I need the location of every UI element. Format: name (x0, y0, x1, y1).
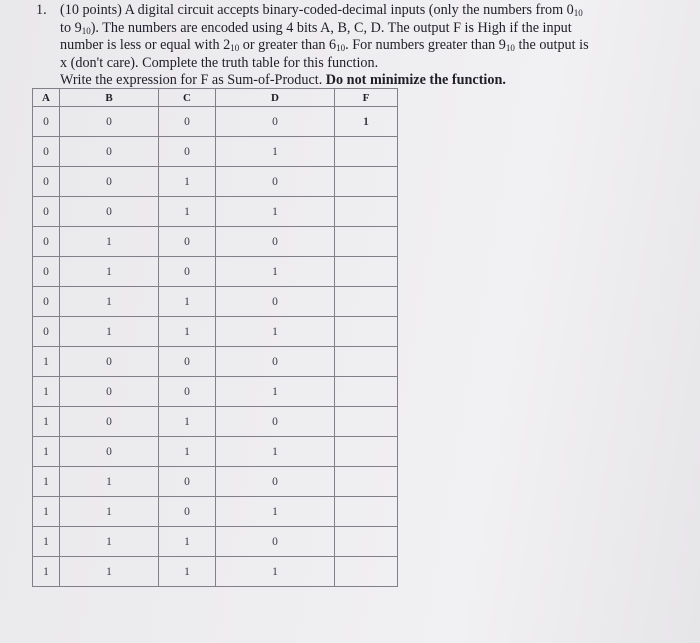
cell-c: 0 (159, 497, 216, 527)
header-b: B (60, 89, 159, 107)
truth-table-row (33, 347, 398, 377)
cell-f[interactable] (335, 137, 398, 167)
cell-c: 1 (159, 197, 216, 227)
truth-table-row (33, 227, 398, 257)
truth-table-row (33, 407, 398, 437)
question-number: 1. (36, 2, 47, 18)
truth-table-header-row (33, 89, 398, 107)
cell-d: 0 (216, 467, 335, 497)
cell-d: 0 (216, 227, 335, 257)
cell-c: 1 (159, 317, 216, 347)
cell-f[interactable] (335, 437, 398, 467)
cell-a: 0 (33, 197, 60, 227)
cell-d: 0 (216, 287, 335, 317)
cell-a: 0 (33, 257, 60, 287)
cell-c: 0 (159, 347, 216, 377)
cell-f[interactable] (335, 257, 398, 287)
cell-a: 1 (33, 407, 60, 437)
cell-f[interactable] (335, 347, 398, 377)
cell-d: 1 (216, 197, 335, 227)
cell-d: 1 (216, 557, 335, 587)
cell-f[interactable] (335, 227, 398, 257)
cell-f[interactable] (335, 557, 398, 587)
question-text (36, 2, 656, 90)
cell-f[interactable] (335, 317, 398, 347)
cell-c: 1 (159, 437, 216, 467)
cell-a: 0 (33, 137, 60, 167)
truth-table-row (33, 167, 398, 197)
cell-a: 1 (33, 557, 60, 587)
question-line-5: Write the expression for F as Sum-of-Product. Do not minimize the function. (60, 72, 506, 88)
cell-b: 1 (60, 497, 159, 527)
header-c: C (159, 89, 216, 107)
truth-table-row (33, 197, 398, 227)
question-line-2: to $9_{10}$). The numbers are encoded using 4 bits A, B, C, D. The output F is High if the input (60, 19, 572, 36)
cell-f[interactable] (335, 287, 398, 317)
truth-table-row (33, 557, 398, 587)
question-line-3: number is less or equal with $2_{10}$ or greater than $6_{10}$. For numbers greater than $9_{10}$ the output is (60, 37, 589, 53)
cell-b: 0 (60, 197, 159, 227)
cell-a: 0 (33, 317, 60, 347)
cell-c: 0 (159, 227, 216, 257)
cell-c: 0 (159, 137, 216, 167)
cell-b: 0 (60, 107, 159, 137)
truth-table-row (33, 497, 398, 527)
cell-f[interactable] (335, 497, 398, 527)
cell-d: 0 (216, 107, 335, 137)
cell-b: 0 (60, 377, 159, 407)
cell-b: 0 (60, 437, 159, 467)
question-line-4: x (don't care). Complete the truth table for this function. (60, 54, 379, 71)
cell-f[interactable] (335, 197, 398, 227)
truth-table (32, 88, 398, 587)
cell-f[interactable]: 1 (335, 107, 398, 137)
cell-d: 1 (216, 257, 335, 287)
cell-c: 1 (159, 167, 216, 197)
cell-d: 0 (216, 407, 335, 437)
cell-d: 1 (216, 437, 335, 467)
cell-d: 0 (216, 167, 335, 197)
cell-b: 0 (60, 347, 159, 377)
cell-b: 0 (60, 137, 159, 167)
cell-a: 1 (33, 527, 60, 557)
truth-table-row (33, 317, 398, 347)
cell-c: 0 (159, 257, 216, 287)
cell-a: 0 (33, 167, 60, 197)
cell-c: 0 (159, 467, 216, 497)
header-a: A (33, 89, 60, 107)
cell-f[interactable] (335, 527, 398, 557)
cell-b: 1 (60, 317, 159, 347)
truth-table-row (33, 437, 398, 467)
cell-d: 0 (216, 527, 335, 557)
header-d: D (216, 89, 335, 107)
cell-b: 1 (60, 557, 159, 587)
cell-d: 0 (216, 347, 335, 377)
cell-d: 1 (216, 137, 335, 167)
cell-a: 0 (33, 287, 60, 317)
cell-a: 0 (33, 107, 60, 137)
truth-table-row (33, 287, 398, 317)
cell-b: 1 (60, 527, 159, 557)
cell-d: 1 (216, 497, 335, 527)
cell-c: 1 (159, 527, 216, 557)
cell-f[interactable] (335, 467, 398, 497)
cell-c: 0 (159, 377, 216, 407)
header-f: F (335, 89, 398, 107)
cell-b: 0 (60, 167, 159, 197)
cell-a: 1 (33, 347, 60, 377)
cell-d: 1 (216, 377, 335, 407)
cell-c: 0 (159, 107, 216, 137)
truth-table-row (33, 527, 398, 557)
cell-a: 1 (33, 467, 60, 497)
cell-c: 1 (159, 287, 216, 317)
cell-a: 1 (33, 377, 60, 407)
question-line-1: 1. (10 points) A digital circuit accepts binary-coded-decimal inputs (only the numbers from $0_{10}$ (36, 2, 583, 18)
truth-table-body (33, 107, 398, 587)
cell-d: 1 (216, 317, 335, 347)
cell-b: 1 (60, 287, 159, 317)
cell-f[interactable] (335, 167, 398, 197)
cell-b: 1 (60, 227, 159, 257)
truth-table-row (33, 377, 398, 407)
cell-c: 1 (159, 557, 216, 587)
truth-table-row (33, 257, 398, 287)
cell-a: 1 (33, 497, 60, 527)
truth-table-row (33, 467, 398, 497)
cell-b: 0 (60, 407, 159, 437)
cell-f[interactable] (335, 407, 398, 437)
truth-table-row (33, 137, 398, 167)
cell-a: 0 (33, 227, 60, 257)
truth-table-row (33, 107, 398, 137)
cell-a: 1 (33, 437, 60, 467)
cell-c: 1 (159, 407, 216, 437)
cell-b: 1 (60, 467, 159, 497)
cell-b: 1 (60, 257, 159, 287)
cell-f[interactable] (335, 377, 398, 407)
